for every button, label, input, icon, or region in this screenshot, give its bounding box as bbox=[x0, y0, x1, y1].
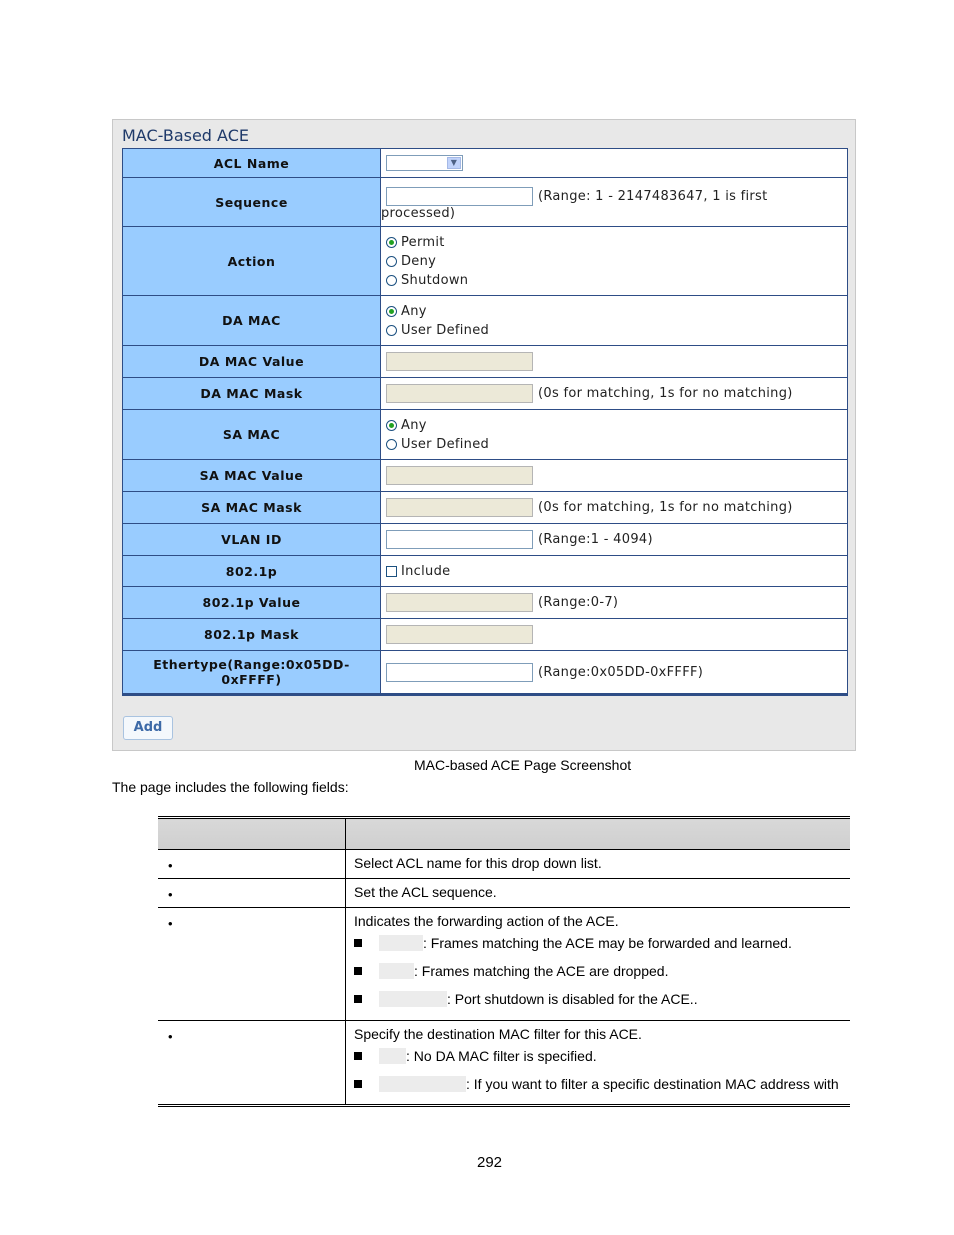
square-bullet-icon bbox=[354, 967, 362, 975]
da-mac-value-label: DA MAC Value bbox=[123, 346, 381, 378]
list-item: : Frames matching the ACE may be forwarded and learned. bbox=[354, 935, 850, 951]
action-deny-label: Deny bbox=[401, 253, 437, 269]
vlan-id-label: VLAN ID bbox=[123, 524, 381, 556]
list-item: : Port shutdown is disabled for the ACE.. bbox=[354, 991, 850, 1007]
intro-text: The page includes the following fields: bbox=[112, 779, 349, 795]
page-number: 292 bbox=[477, 1154, 503, 1171]
table-row bbox=[158, 1021, 850, 1106]
8021p-value-input[interactable] bbox=[386, 593, 533, 612]
list-item: : No DA MAC filter is specified. bbox=[354, 1048, 850, 1064]
8021p-include-label: Include bbox=[401, 563, 451, 579]
bullet: • bbox=[168, 858, 173, 873]
chevron-down-icon[interactable]: ▼ bbox=[447, 157, 461, 169]
ace-form bbox=[122, 148, 848, 696]
sequence-input[interactable] bbox=[386, 187, 533, 206]
list-item: : Frames matching the ACE are dropped. bbox=[354, 963, 850, 979]
square-bullet-icon bbox=[354, 1080, 362, 1088]
action-shutdown-radio[interactable] bbox=[386, 275, 397, 286]
table-header bbox=[158, 818, 850, 850]
field-description: Select ACL name for this drop down list. bbox=[354, 855, 602, 871]
table-row bbox=[158, 879, 850, 908]
da-mac-any-radio[interactable] bbox=[386, 306, 397, 317]
sa-mac-any-label: Any bbox=[401, 417, 427, 433]
square-bullet-icon bbox=[354, 1052, 362, 1060]
field-description: Set the ACL sequence. bbox=[354, 884, 497, 900]
da-mac-label: DA MAC bbox=[123, 296, 381, 346]
8021p-mask-input[interactable] bbox=[386, 625, 533, 644]
da-mac-mask-input[interactable] bbox=[386, 384, 533, 403]
da-mac-value-input[interactable] bbox=[386, 352, 533, 371]
ethertype-input[interactable] bbox=[386, 663, 533, 682]
fields-table bbox=[158, 816, 850, 1107]
table-row bbox=[158, 908, 850, 1021]
sa-mac-any-radio[interactable] bbox=[386, 420, 397, 431]
action-permit-label: Permit bbox=[401, 234, 445, 250]
sa-mac-user-defined-radio[interactable] bbox=[386, 439, 397, 450]
ethertype-label-line2: 0xFFFF) bbox=[221, 672, 282, 687]
square-bullet-icon bbox=[354, 995, 362, 1003]
8021p-value-label: 802.1p Value bbox=[123, 587, 381, 619]
action-label: Action bbox=[123, 227, 381, 296]
acl-name-label: ACL Name bbox=[123, 149, 381, 178]
mac-based-ace-screenshot bbox=[112, 119, 856, 751]
table-row bbox=[158, 850, 850, 879]
sa-mac-value-input[interactable] bbox=[386, 466, 533, 485]
da-mac-mask-label: DA MAC Mask bbox=[123, 378, 381, 410]
da-mac-user-defined-radio[interactable] bbox=[386, 325, 397, 336]
field-description: Specify the destination MAC filter for this ACE. bbox=[354, 1026, 642, 1042]
8021p-value-hint: (Range:0-7) bbox=[538, 595, 619, 610]
action-deny-radio[interactable] bbox=[386, 256, 397, 267]
bullet: • bbox=[168, 1029, 173, 1044]
action-permit-radio[interactable] bbox=[386, 237, 397, 248]
square-bullet-icon bbox=[354, 939, 362, 947]
sa-mac-mask-label: SA MAC Mask bbox=[123, 492, 381, 524]
figure-caption: MAC-based ACE Page Screenshot bbox=[414, 757, 632, 773]
8021p-include-checkbox[interactable] bbox=[386, 566, 397, 577]
bullet: • bbox=[168, 887, 173, 902]
sa-mac-user-defined-label: User Defined bbox=[401, 436, 490, 452]
da-mac-any-label: Any bbox=[401, 303, 427, 319]
field-description: Indicates the forwarding action of the ACE. bbox=[354, 913, 619, 929]
action-shutdown-label: Shutdown bbox=[401, 272, 469, 288]
ethertype-label-line1: Ethertype(Range:0x05DD- bbox=[153, 657, 350, 672]
ethertype-hint: (Range:0x05DD-0xFFFF) bbox=[538, 664, 704, 680]
sa-mac-mask-input[interactable] bbox=[386, 498, 533, 517]
ethertype-label bbox=[123, 651, 381, 695]
sequence-label: Sequence bbox=[123, 178, 381, 227]
8021p-mask-label: 802.1p Mask bbox=[123, 619, 381, 651]
acl-name-select[interactable] bbox=[386, 155, 463, 171]
sa-mac-label: SA MAC bbox=[123, 410, 381, 460]
sa-mac-value-label: SA MAC Value bbox=[123, 460, 381, 492]
list-item: : If you want to filter a specific destination MAC address with bbox=[354, 1076, 850, 1092]
add-button[interactable]: Add bbox=[123, 716, 173, 740]
da-mac-user-defined-label: User Defined bbox=[401, 322, 490, 338]
sequence-hint-cont: processed) bbox=[381, 206, 456, 221]
sequence-hint: (Range: 1 - 2147483647, 1 is first bbox=[538, 189, 768, 204]
bullet: • bbox=[168, 916, 173, 931]
vlan-id-hint: (Range:1 - 4094) bbox=[538, 532, 653, 547]
sa-mac-mask-hint: (0s for matching, 1s for no matching) bbox=[538, 500, 793, 515]
panel-title: MAC-Based ACE bbox=[122, 126, 249, 145]
vlan-id-input[interactable] bbox=[386, 530, 533, 549]
8021p-label: 802.1p bbox=[123, 556, 381, 587]
da-mac-mask-hint: (0s for matching, 1s for no matching) bbox=[538, 386, 793, 401]
